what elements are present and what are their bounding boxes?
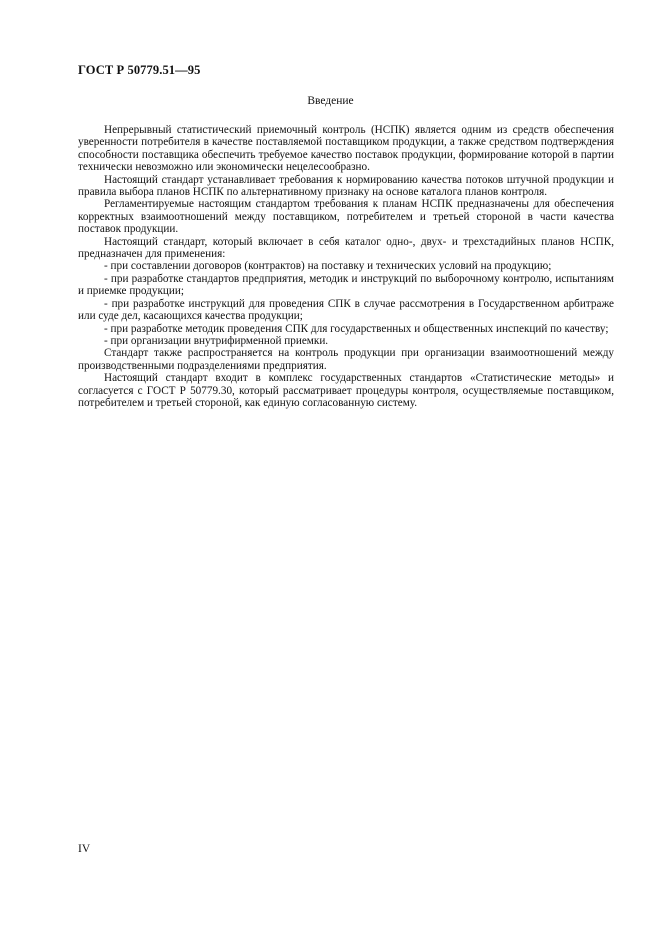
standard-code: ГОСТ Р 50779.51—95: [78, 63, 201, 77]
paragraph-catalog-application: Настоящий стандарт, который включает в себя каталог одно-, двух- и трехстадийных планов НСПК, предназначен для применения:: [78, 235, 614, 261]
list-item-inspections: - при разработке методик проведения СПК для государственных и общественных инспекций по качеству;: [104, 322, 609, 335]
paragraph-regulated-requirements: Регламентируемые настоящим стандартом требования к планам НСПК предназначены для обеспечения корректных взаимоотношений между поставщиком, потребителем и третьей стороной в части качества поставок продукции.: [78, 198, 614, 236]
list-item-contracts: - при составлении договоров (контрактов) на поставку и технических условий на продукцию;: [104, 260, 552, 273]
paragraph-standard-requirements: Настоящий стандарт устанавливает требования к нормированию качества потоков штучной продукции и правила выбора планов НСПК по альтернативному признаку на основе каталога планов контроля.: [78, 173, 614, 199]
paragraph-standard-complex: Настоящий стандарт входит в комплекс государственных стандартов «Статистические методы» и согласуется с ГОСТ Р 50779.30, который рассматривает процедуры контроля, осуществляемые поставщиком, потребителем и третьей стороной, как единую согласованную систему.: [78, 372, 614, 409]
section-title: Введение: [307, 95, 354, 107]
list-item-internal-acceptance: - при организации внутрифирменной приемки.: [104, 334, 329, 347]
paragraph-internal-divisions: Стандарт также распространяется на контроль продукции при организации взаимоотношений между производственными подразделениями предприятия.: [78, 347, 614, 372]
paragraph-continuous-control: Непрерывный статистический приемочный контроль (НСПК) является одним из средств обеспечения уверенности потребителя в качестве поставляемой поставщиком продукции, а также средством подтверждения способности поставщика обеспечить требуемое качество поставок продукции, формирование которой в партии технически невозможно или экономически нецелесообразно.: [78, 124, 614, 174]
introduction-body: [78, 124, 614, 409]
list-item-arbitration: - при разработке инструкций для проведения СПК в случае рассмотрения в Государственном арбитраже или суде дел, касающихся качества продукции;: [78, 297, 614, 323]
list-item-enterprise-standards: - при разработке стандартов предприятия, методик и инструкций по выборочному контролю, испытаниям и приемке продукции;: [78, 272, 614, 298]
page-number: IV: [78, 843, 91, 855]
